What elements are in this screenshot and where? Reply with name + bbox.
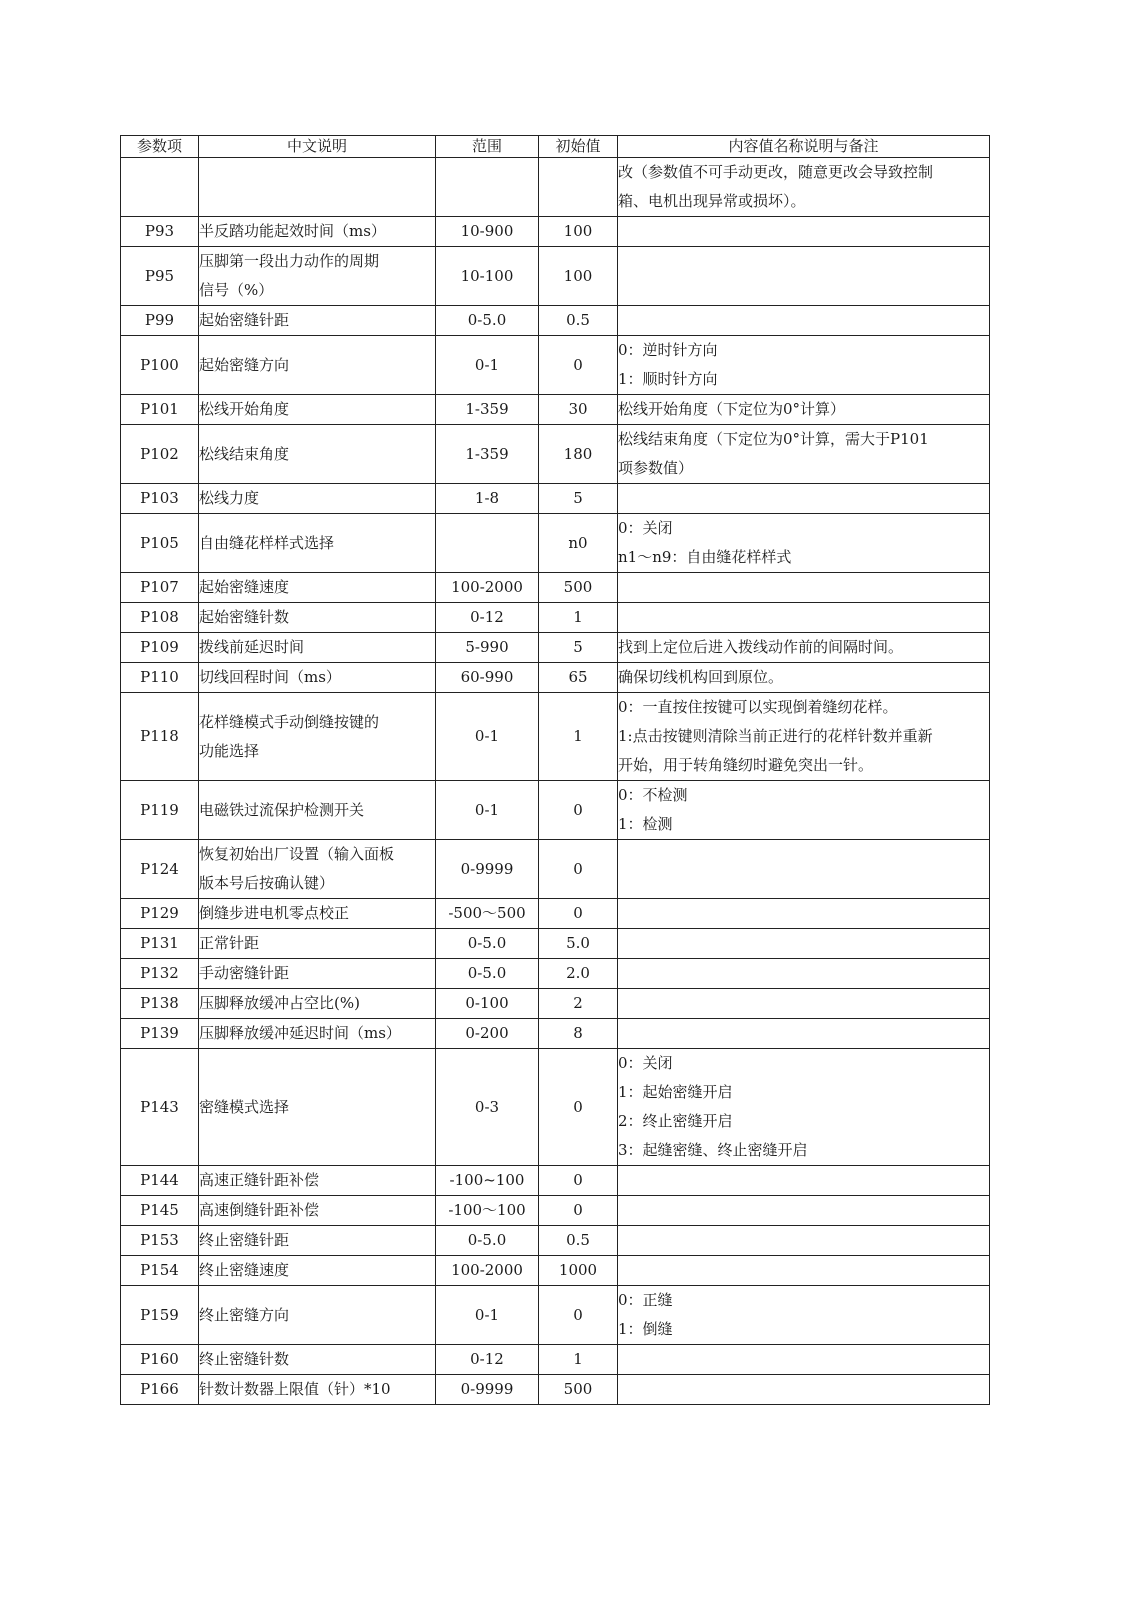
range-cell: 0-5.0 [436,959,539,989]
initial-value-cell: 2.0 [539,959,618,989]
notes-cell [618,693,990,781]
param-id-cell: P160 [121,1345,199,1375]
initial-value-cell: 1000 [539,1256,618,1286]
description-cell [199,1226,436,1256]
description-line: 起始密缝方向 [199,355,290,374]
note-line: 松线开始角度（下定位为0°计算） [618,400,846,418]
notes-cell [618,217,990,247]
notes-cell [618,929,990,959]
param-id-cell: P132 [121,959,199,989]
description-cell [199,929,436,959]
note-line: 1：检测 [618,815,673,833]
initial-value-cell [539,158,618,217]
range-cell: 0-12 [436,603,539,633]
note-line: 0：关闭 [618,519,673,537]
note-line: 0：不检测 [618,786,688,804]
param-id-cell: P138 [121,989,199,1019]
note-line: 1:点击按键则清除当前正进行的花样针数并重新 [618,727,933,745]
range-cell: 0-1 [436,693,539,781]
initial-value-cell: 0.5 [539,306,618,336]
range-cell: 0-9999 [436,1375,539,1405]
description-line: 切线回程时间（ms） [199,668,341,686]
range-cell: 0-9999 [436,840,539,899]
description-cell [199,1256,436,1286]
table-row [121,633,990,663]
table-row [121,1196,990,1226]
table-row [121,840,990,899]
initial-value-cell: 30 [539,395,618,425]
param-id-cell: P118 [121,693,199,781]
table-row [121,1375,990,1405]
note-line: 2：终止密缝开启 [618,1112,733,1130]
table-body [121,158,990,1405]
table-row [121,929,990,959]
description-line: 手动密缝针距 [199,964,290,982]
param-id-cell: P145 [121,1196,199,1226]
description-cell [199,158,436,217]
range-cell: 1-359 [436,425,539,484]
initial-value-cell: 500 [539,573,618,603]
initial-value-cell: 5 [539,484,618,514]
notes-cell [618,336,990,395]
initial-value-cell: 5 [539,633,618,663]
notes-cell [618,1049,990,1166]
description-line: 密缝模式选择 [199,1097,290,1116]
description-line: 终止密缝针数 [199,1350,290,1368]
range-cell: 10-100 [436,247,539,306]
range-cell: 0-3 [436,1049,539,1166]
param-id-cell: P154 [121,1256,199,1286]
description-cell [199,1286,436,1345]
table-row [121,395,990,425]
notes-cell [618,1019,990,1049]
param-id-cell: P110 [121,663,199,693]
notes-cell [618,989,990,1019]
description-line: 正常针距 [199,934,260,952]
param-id-cell: P95 [121,247,199,306]
param-id-cell: P129 [121,899,199,929]
table-row [121,514,990,573]
notes-cell [618,514,990,573]
notes-cell [618,484,990,514]
header-param-id: 参数项 [121,136,199,158]
description-line: 终止密缝方向 [199,1305,290,1324]
initial-value-cell: 0 [539,781,618,840]
note-line: n1～n9：自由缝花样样式 [618,548,792,566]
param-id-cell: P131 [121,929,199,959]
param-id-cell: P107 [121,573,199,603]
param-id-cell: P153 [121,1226,199,1256]
header-initial-value: 初始值 [539,136,618,158]
range-cell: 60-990 [436,663,539,693]
notes-cell [618,247,990,306]
param-id-cell: P108 [121,603,199,633]
param-id-cell: P100 [121,336,199,395]
table-row [121,484,990,514]
note-line: 开始，用于转角缝纫时避免突出一针。 [618,756,874,774]
param-id-cell: P99 [121,306,199,336]
param-id-cell: P159 [121,1286,199,1345]
param-id-cell: P109 [121,633,199,663]
initial-value-cell: 0 [539,899,618,929]
description-line: 版本号后按确认键） [199,874,335,892]
description-line: 起始密缝针数 [199,608,290,626]
range-cell: -500～500 [436,899,539,929]
description-cell [199,781,436,840]
description-line: 压脚第一段出力动作的周期 [199,252,380,270]
note-line: 箱、电机出现异常或损坏）。 [618,192,806,210]
description-line: 压脚释放缓冲延迟时间（ms） [199,1024,401,1042]
range-cell [436,158,539,217]
description-line: 松线力度 [199,489,260,507]
initial-value-cell: 0 [539,1166,618,1196]
description-line: 高速倒缝针距补偿 [199,1201,320,1219]
initial-value-cell: 180 [539,425,618,484]
param-id-cell: P105 [121,514,199,573]
initial-value-cell: 1 [539,1345,618,1375]
description-line: 电磁铁过流保护检测开关 [199,800,365,819]
initial-value-cell: 8 [539,1019,618,1049]
param-id-cell: P124 [121,840,199,899]
table-row [121,693,990,781]
description-cell [199,663,436,693]
header-notes: 内容值名称说明与备注 [618,136,990,158]
description-line: 终止密缝速度 [199,1261,290,1279]
range-cell: 0-100 [436,989,539,1019]
notes-cell [618,1226,990,1256]
note-line: 0：正缝 [618,1291,673,1309]
range-cell: 0-5.0 [436,929,539,959]
description-line: 信号（%） [199,281,274,299]
note-line: 0：一直按住按键可以实现倒着缝纫花样。 [618,698,898,716]
parameter-table [120,135,990,1405]
param-id-cell: P139 [121,1019,199,1049]
note-line: 3：起缝密缝、终止密缝开启 [618,1141,808,1159]
table-row [121,306,990,336]
description-cell [199,306,436,336]
notes-cell [618,395,990,425]
table-row [121,603,990,633]
notes-cell [618,1196,990,1226]
description-line: 花样缝模式手动倒缝按键的 [199,712,380,731]
range-cell: 0-1 [436,781,539,840]
table-row [121,573,990,603]
range-cell: 1-359 [436,395,539,425]
description-cell [199,1019,436,1049]
description-cell [199,840,436,899]
notes-cell [618,663,990,693]
description-cell [199,217,436,247]
initial-value-cell: 0.5 [539,1226,618,1256]
initial-value-cell: 1 [539,693,618,781]
table-row [121,1256,990,1286]
description-line: 功能选择 [199,741,260,760]
description-line: 拨线前延迟时间 [199,638,305,656]
notes-cell [618,1345,990,1375]
description-line: 半反踏功能起效时间（ms） [199,222,386,240]
notes-cell [618,603,990,633]
description-cell [199,395,436,425]
description-line: 压脚释放缓冲占空比(%) [199,994,360,1012]
table-row [121,1226,990,1256]
table-row [121,217,990,247]
description-line: 起始密缝针距 [199,311,290,329]
note-line: 松线结束角度（下定位为0°计算，需大于P101 [618,430,929,448]
initial-value-cell: 0 [539,336,618,395]
note-line: 改（参数值不可手动更改，随意更改会导致控制 [618,163,934,181]
table-row [121,989,990,1019]
param-id-cell: P103 [121,484,199,514]
table-row [121,158,990,217]
initial-value-cell: 0 [539,1196,618,1226]
initial-value-cell: 500 [539,1375,618,1405]
range-cell: 0-5.0 [436,1226,539,1256]
description-line: 恢复初始出厂设置（输入面板 [199,845,395,863]
description-cell [199,1166,436,1196]
param-id-cell: P119 [121,781,199,840]
param-id-cell: P166 [121,1375,199,1405]
description-cell [199,693,436,781]
notes-cell [618,1166,990,1196]
range-cell: 0-200 [436,1019,539,1049]
notes-cell [618,425,990,484]
range-cell: -100~100 [436,1166,539,1196]
description-line: 松线开始角度 [199,400,290,418]
table-row [121,336,990,395]
range-cell: -100～100 [436,1196,539,1226]
param-id-cell: P102 [121,425,199,484]
description-line: 倒缝步进电机零点校正 [199,904,350,922]
notes-cell [618,158,990,217]
initial-value-cell: 100 [539,247,618,306]
description-cell [199,1345,436,1375]
notes-cell [618,1286,990,1345]
range-cell: 10-900 [436,217,539,247]
param-id-cell [121,158,199,217]
range-cell: 0-12 [436,1345,539,1375]
description-cell [199,425,436,484]
initial-value-cell: 2 [539,989,618,1019]
description-line: 终止密缝针距 [199,1231,290,1249]
description-line: 高速正缝针距补偿 [199,1171,320,1189]
description-cell [199,899,436,929]
note-line: 1：倒缝 [618,1320,673,1338]
param-id-cell: P144 [121,1166,199,1196]
description-cell [199,603,436,633]
table-row [121,899,990,929]
note-line: 0：逆时针方向 [618,341,718,359]
param-id-cell: P143 [121,1049,199,1166]
table-header-row [121,136,990,158]
description-cell [199,959,436,989]
description-cell [199,336,436,395]
notes-cell [618,306,990,336]
notes-cell [618,959,990,989]
description-line: 自由缝花样样式选择 [199,533,335,552]
range-cell: 0-1 [436,336,539,395]
table-row [121,425,990,484]
table-row [121,1049,990,1166]
description-cell [199,989,436,1019]
description-line: 松线结束角度 [199,444,290,463]
description-cell [199,1375,436,1405]
description-cell [199,514,436,573]
description-line: 起始密缝速度 [199,578,290,596]
initial-value-cell: 0 [539,840,618,899]
note-line: 确保切线机构回到原位。 [618,668,784,686]
range-cell: 0-1 [436,1286,539,1345]
note-line: 找到上定位后进入拨线动作前的间隔时间。 [618,638,904,656]
range-cell: 5-990 [436,633,539,663]
table-row [121,1166,990,1196]
range-cell [436,514,539,573]
description-cell [199,247,436,306]
header-range: 范围 [436,136,539,158]
note-line: 0：关闭 [618,1054,673,1072]
table-row [121,663,990,693]
notes-cell [618,573,990,603]
initial-value-cell: 100 [539,217,618,247]
description-cell [199,633,436,663]
initial-value-cell: 65 [539,663,618,693]
description-cell [199,484,436,514]
note-line: 1：起始密缝开启 [618,1083,733,1101]
notes-cell [618,1256,990,1286]
notes-cell [618,781,990,840]
note-line: 1：顺时针方向 [618,370,718,388]
table-row [121,781,990,840]
table-row [121,1019,990,1049]
note-line: 项参数值） [618,459,694,477]
notes-cell [618,1375,990,1405]
initial-value-cell: 1 [539,603,618,633]
initial-value-cell: 0 [539,1049,618,1166]
description-line: 针数计数器上限值（针）*10 [199,1380,391,1398]
param-id-cell: P101 [121,395,199,425]
notes-cell [618,840,990,899]
range-cell: 100-2000 [436,1256,539,1286]
notes-cell [618,633,990,663]
description-cell [199,573,436,603]
header-description: 中文说明 [199,136,436,158]
initial-value-cell: 5.0 [539,929,618,959]
range-cell: 1-8 [436,484,539,514]
table-row [121,247,990,306]
description-cell [199,1049,436,1166]
table-row [121,1345,990,1375]
table-row [121,1286,990,1345]
initial-value-cell: n0 [539,514,618,573]
range-cell: 0-5.0 [436,306,539,336]
notes-cell [618,899,990,929]
param-id-cell: P93 [121,217,199,247]
initial-value-cell: 0 [539,1286,618,1345]
table-row [121,959,990,989]
range-cell: 100-2000 [436,573,539,603]
description-cell [199,1196,436,1226]
